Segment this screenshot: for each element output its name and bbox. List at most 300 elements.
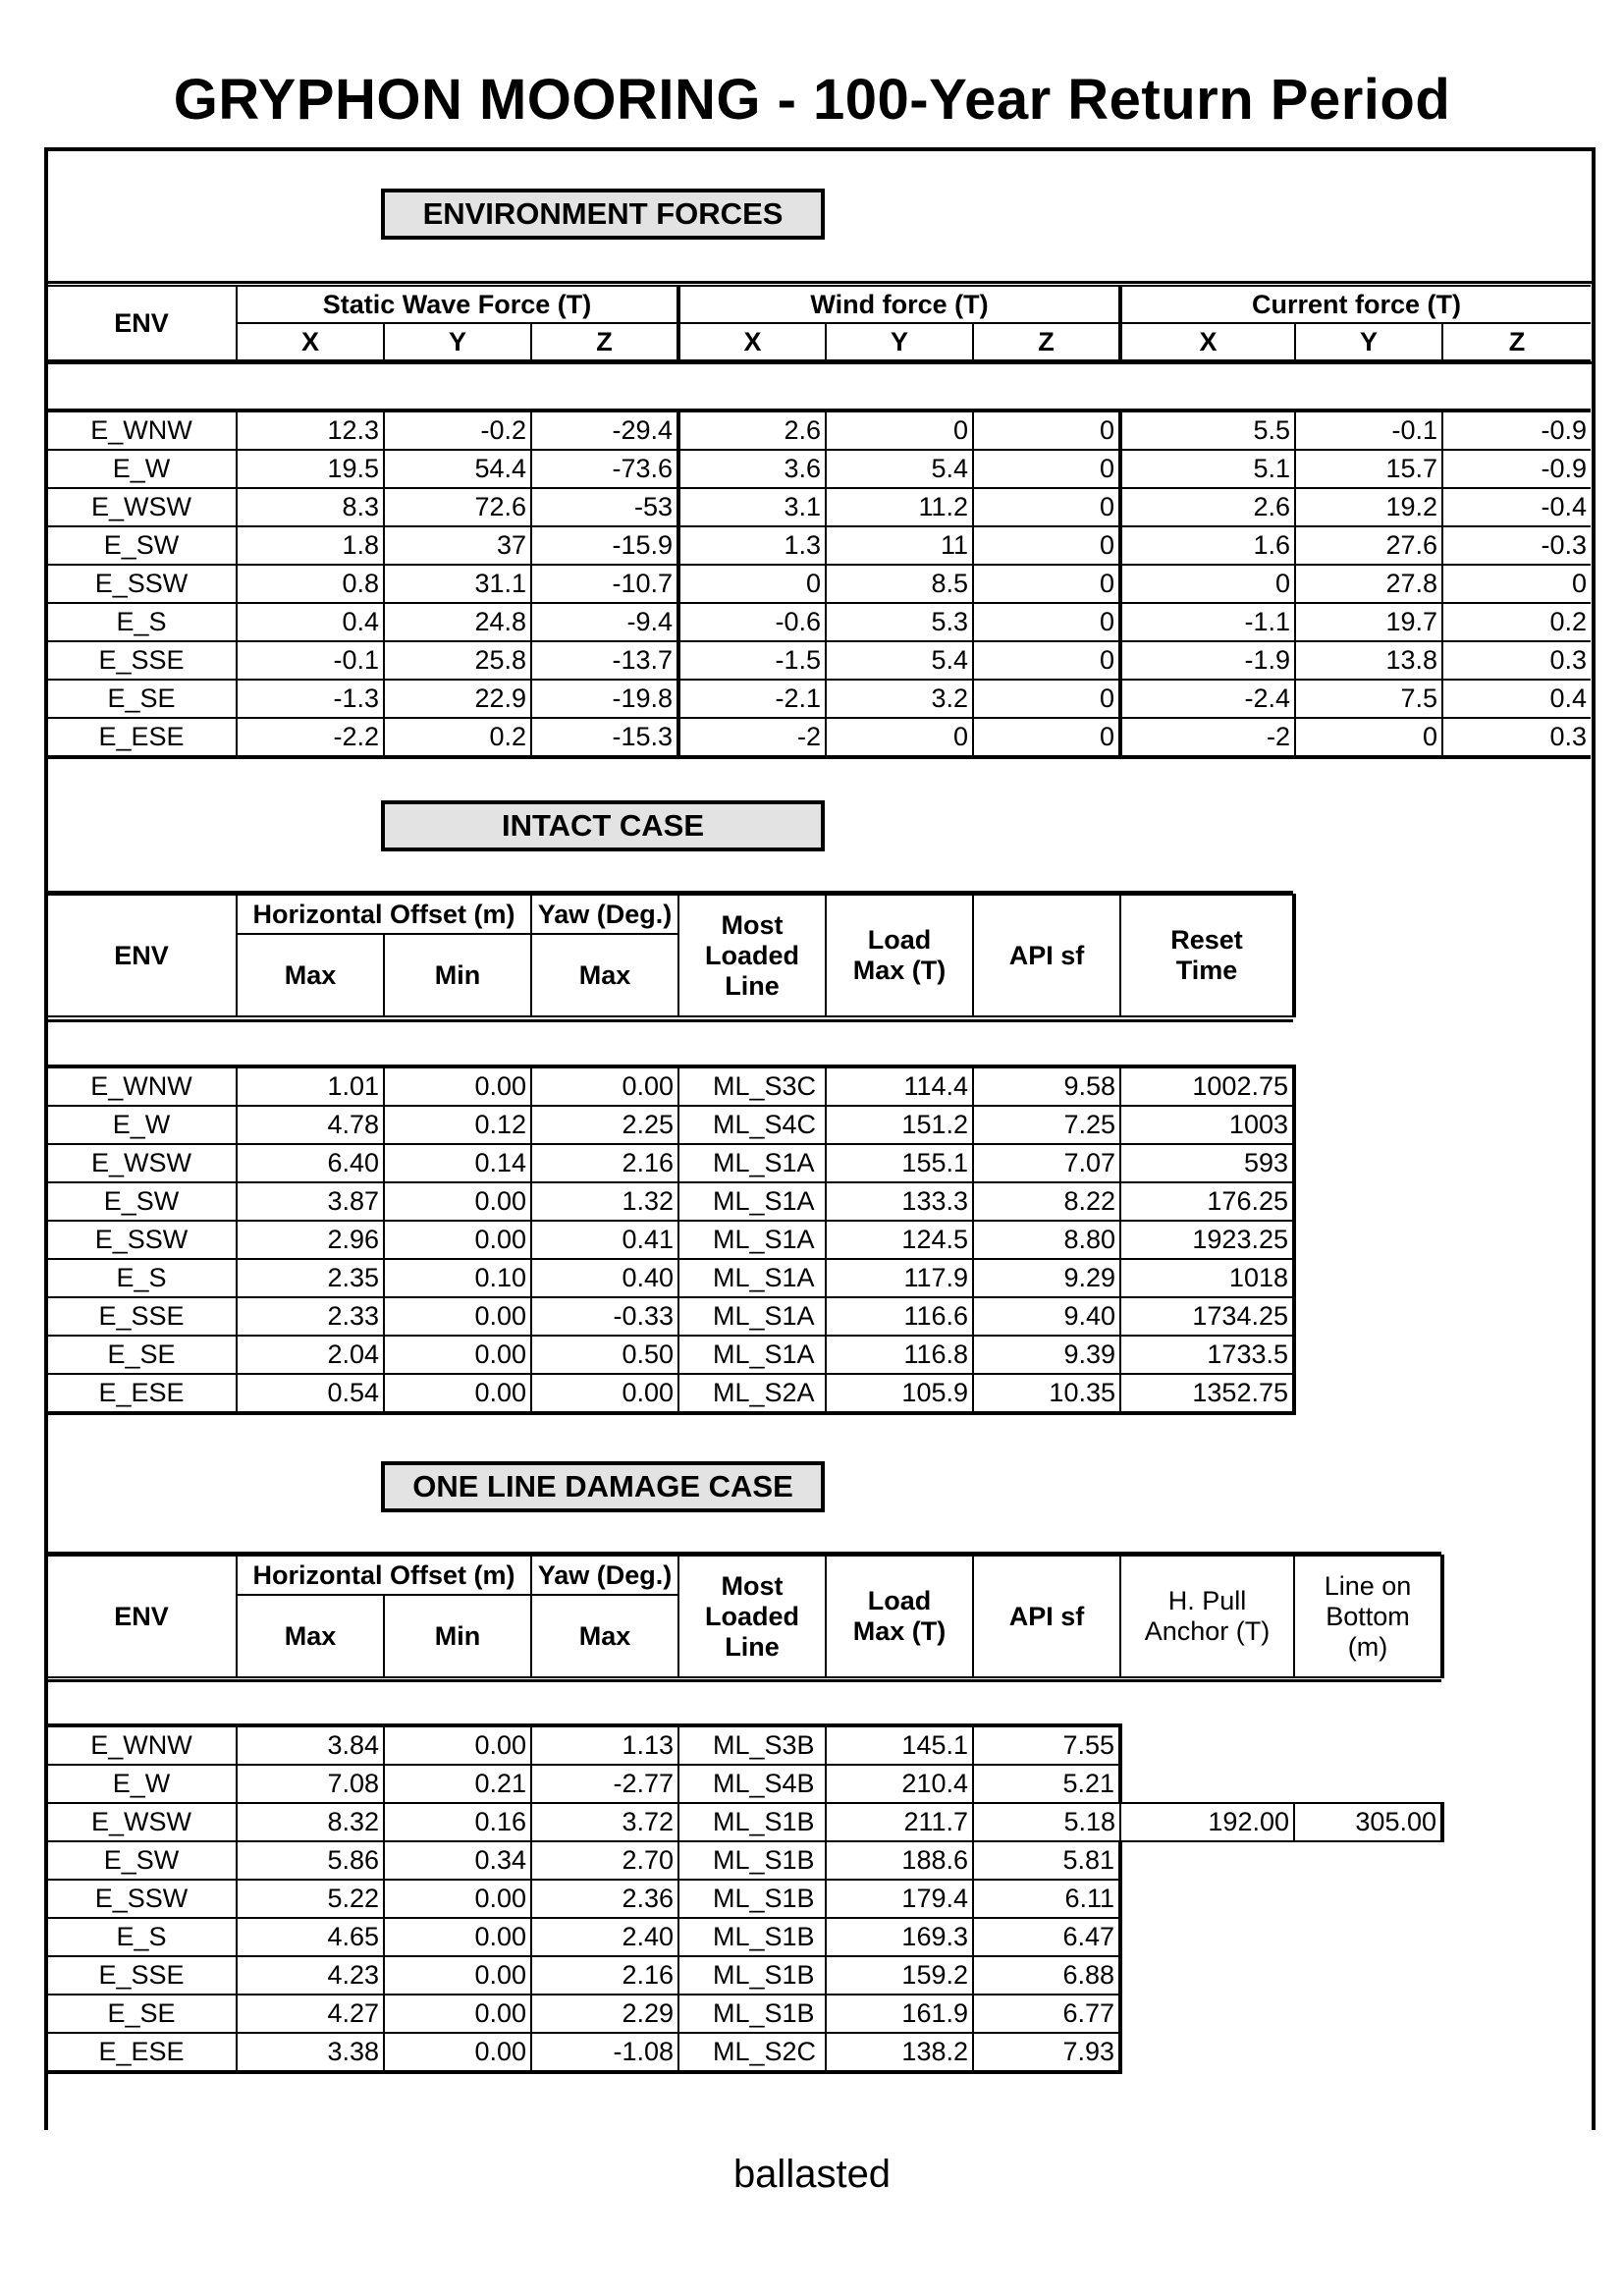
cell-value: 0.00 — [384, 1880, 531, 1918]
col-min: Min — [384, 934, 531, 1016]
cell-value: 22.9 — [384, 680, 531, 718]
cell-value: -29.4 — [531, 410, 678, 450]
cell-value: 27.6 — [1295, 526, 1442, 565]
cell-value: 19.7 — [1295, 603, 1442, 641]
cell-value: 31.1 — [384, 565, 531, 603]
section-label-intact: INTACT CASE — [381, 800, 825, 851]
empty-cell — [1294, 1765, 1442, 1803]
cell-value: 8.32 — [237, 1803, 384, 1841]
col-h-pull-anchor: H. Pull Anchor (T) — [1120, 1556, 1294, 1677]
cell-value: 1352.75 — [1120, 1374, 1294, 1413]
cell-value: 0.4 — [1442, 680, 1591, 718]
col-env: ENV — [47, 895, 237, 1016]
cell-value: 192.00 — [1120, 1803, 1294, 1841]
table-row — [47, 1144, 1294, 1182]
cell-value: -1.5 — [678, 641, 826, 680]
cell-value: -13.7 — [531, 641, 678, 680]
cell-value: 7.5 — [1295, 680, 1442, 718]
cell-value: 0.10 — [384, 1259, 531, 1297]
row-label: E_SSE — [47, 1956, 237, 1995]
divider — [44, 281, 1592, 284]
cell-value: 2.40 — [531, 1918, 678, 1956]
empty-cell — [1120, 1918, 1294, 1956]
cell-value: 124.5 — [826, 1221, 973, 1259]
cell-value: 4.23 — [237, 1956, 384, 1995]
cell-value: -53 — [531, 488, 678, 526]
cell-value: 133.3 — [826, 1182, 973, 1221]
cell-value: 3.2 — [826, 680, 973, 718]
cell-value: 7.93 — [973, 2033, 1120, 2072]
row-label: E_WSW — [47, 488, 237, 526]
cell-value: -2.1 — [678, 680, 826, 718]
cell-value: 25.8 — [384, 641, 531, 680]
cell-value: 0 — [973, 488, 1120, 526]
cell-value: 24.8 — [384, 603, 531, 641]
cell-value: 19.5 — [237, 450, 384, 488]
cell-value: -15.3 — [531, 718, 678, 757]
cell-value: ML_S4B — [678, 1765, 826, 1803]
row-label: E_ESE — [47, 2033, 237, 2072]
row-label: E_SW — [47, 1841, 237, 1880]
cell-value: 0 — [973, 641, 1120, 680]
damage-data-table — [47, 1723, 1444, 2074]
cell-value: 2.29 — [531, 1995, 678, 2033]
col-most-loaded-line: Most Loaded Line — [678, 1556, 826, 1677]
col-x: X — [1120, 323, 1295, 360]
col-max: Max — [237, 934, 384, 1016]
cell-value: ML_S3B — [678, 1725, 826, 1765]
cell-value: 0.2 — [384, 718, 531, 757]
col-x: X — [237, 323, 384, 360]
col-horizontal-offset: Horizontal Offset (m) — [237, 1556, 531, 1595]
environment-data-table — [47, 409, 1591, 759]
empty-cell — [1294, 1841, 1442, 1880]
cell-value: 105.9 — [826, 1374, 973, 1413]
cell-value: 1733.5 — [1120, 1336, 1294, 1374]
cell-value: 9.29 — [973, 1259, 1120, 1297]
cell-value: 0.54 — [237, 1374, 384, 1413]
table-row — [47, 565, 1591, 603]
empty-cell — [1120, 2033, 1294, 2072]
cell-value: 10.35 — [973, 1374, 1120, 1413]
col-y: Y — [1295, 323, 1442, 360]
cell-value: 0.00 — [384, 1182, 531, 1221]
cell-value: 1002.75 — [1120, 1066, 1294, 1106]
cell-value: 0.00 — [531, 1066, 678, 1106]
cell-value: 117.9 — [826, 1259, 973, 1297]
intact-header-table — [47, 894, 1296, 1017]
cell-value: 4.78 — [237, 1106, 384, 1144]
empty-cell — [1120, 1880, 1294, 1918]
cell-value: 11 — [826, 526, 973, 565]
row-label: E_WNW — [47, 410, 237, 450]
cell-value: 0.16 — [384, 1803, 531, 1841]
empty-cell — [1120, 1841, 1294, 1880]
col-z: Z — [531, 323, 678, 360]
cell-value: 0.4 — [237, 603, 384, 641]
cell-value: 0 — [973, 718, 1120, 757]
cell-value: 1734.25 — [1120, 1297, 1294, 1336]
empty-cell — [1294, 2033, 1442, 2072]
col-x: X — [678, 323, 826, 360]
empty-cell — [1294, 1725, 1442, 1765]
cell-value: -0.1 — [1295, 410, 1442, 450]
cell-value: 155.1 — [826, 1144, 973, 1182]
cell-value: 27.8 — [1295, 565, 1442, 603]
cell-value: -2 — [678, 718, 826, 757]
cell-value: 0 — [973, 450, 1120, 488]
table-row — [47, 1221, 1294, 1259]
cell-value: -1.08 — [531, 2033, 678, 2072]
cell-value: 9.39 — [973, 1336, 1120, 1374]
cell-value: 145.1 — [826, 1725, 973, 1765]
cell-value: 0 — [1295, 718, 1442, 757]
cell-value: 2.04 — [237, 1336, 384, 1374]
cell-value: ML_S1A — [678, 1144, 826, 1182]
cell-value: 54.4 — [384, 450, 531, 488]
col-yaw: Yaw (Deg.) — [531, 1556, 678, 1595]
cell-value: 3.72 — [531, 1803, 678, 1841]
cell-value: 0.00 — [384, 2033, 531, 2072]
page-title: GRYPHON MOORING - 100-Year Return Period — [173, 68, 1451, 132]
col-yaw: Yaw (Deg.) — [531, 895, 678, 934]
cell-value: 12.3 — [237, 410, 384, 450]
cell-value: 0 — [973, 410, 1120, 450]
row-label: E_ESE — [47, 1374, 237, 1413]
cell-value: 0.41 — [531, 1221, 678, 1259]
intact-data-table — [47, 1065, 1296, 1415]
cell-value: 72.6 — [384, 488, 531, 526]
cell-value: 210.4 — [826, 1765, 973, 1803]
cell-value: -1.9 — [1120, 641, 1295, 680]
cell-value: -1.3 — [237, 680, 384, 718]
cell-value: -0.9 — [1442, 450, 1591, 488]
cell-value: 1.3 — [678, 526, 826, 565]
cell-value: 0 — [826, 718, 973, 757]
cell-value: 0 — [678, 565, 826, 603]
cell-value: ML_S1A — [678, 1336, 826, 1374]
cell-value: -2.2 — [237, 718, 384, 757]
cell-value: 2.36 — [531, 1880, 678, 1918]
col-load-max: Load Max (T) — [826, 1556, 973, 1677]
cell-value: ML_S1B — [678, 1956, 826, 1995]
empty-cell — [1120, 1995, 1294, 2033]
cell-value: 9.40 — [973, 1297, 1120, 1336]
cell-value: 0.00 — [531, 1374, 678, 1413]
cell-value: 5.21 — [973, 1765, 1120, 1803]
col-most-loaded-line: Most Loaded Line — [678, 895, 826, 1016]
cell-value: 0 — [973, 680, 1120, 718]
table-row — [47, 1066, 1294, 1106]
cell-value: -2 — [1120, 718, 1295, 757]
cell-value: 5.22 — [237, 1880, 384, 1918]
col-load-max: Load Max (T) — [826, 895, 973, 1016]
row-label: E_WNW — [47, 1725, 237, 1765]
cell-value: 0.00 — [384, 1374, 531, 1413]
cell-value: 6.11 — [973, 1880, 1120, 1918]
cell-value: 3.6 — [678, 450, 826, 488]
cell-value: 1.6 — [1120, 526, 1295, 565]
cell-value: 0 — [973, 565, 1120, 603]
cell-value: 1018 — [1120, 1259, 1294, 1297]
cell-value: ML_S1A — [678, 1221, 826, 1259]
table-row — [47, 526, 1591, 565]
row-label: E_SSE — [47, 1297, 237, 1336]
col-reset-time: Reset Time — [1120, 895, 1294, 1016]
table-row — [47, 1336, 1294, 1374]
cell-value: 176.25 — [1120, 1182, 1294, 1221]
cell-value: 8.3 — [237, 488, 384, 526]
cell-value: ML_S1A — [678, 1182, 826, 1221]
col-api-sf: API sf — [973, 1556, 1120, 1677]
cell-value: -10.7 — [531, 565, 678, 603]
cell-value: 0.00 — [384, 1995, 531, 2033]
col-env: ENV — [47, 1556, 237, 1677]
cell-value: 1.32 — [531, 1182, 678, 1221]
cell-value: 0.00 — [384, 1725, 531, 1765]
row-label: E_W — [47, 450, 237, 488]
table-row — [47, 680, 1591, 718]
cell-value: 2.25 — [531, 1106, 678, 1144]
cell-value: 0.00 — [384, 1221, 531, 1259]
col-wind: Wind force (T) — [678, 286, 1120, 323]
cell-value: 19.2 — [1295, 488, 1442, 526]
row-label: E_SSW — [47, 1880, 237, 1918]
cell-value: 8.22 — [973, 1182, 1120, 1221]
cell-value: 5.18 — [973, 1803, 1120, 1841]
cell-value: ML_S1B — [678, 1880, 826, 1918]
empty-cell — [1120, 1765, 1294, 1803]
table-row — [47, 1106, 1294, 1144]
row-label: E_SSW — [47, 565, 237, 603]
col-max: Max — [237, 1595, 384, 1677]
cell-value: -2.77 — [531, 1765, 678, 1803]
cell-value: 2.6 — [1120, 488, 1295, 526]
empty-cell — [1294, 1995, 1442, 2033]
table-row — [47, 1259, 1294, 1297]
cell-value: -0.6 — [678, 603, 826, 641]
table-row — [47, 1765, 1442, 1803]
row-label: E_SSE — [47, 641, 237, 680]
row-label: E_SE — [47, 1995, 237, 2033]
cell-value: -0.3 — [1442, 526, 1591, 565]
cell-value: 6.77 — [973, 1995, 1120, 2033]
empty-cell — [1294, 1880, 1442, 1918]
footer-note: ballasted — [732, 2153, 892, 2196]
table-row — [47, 603, 1591, 641]
cell-value: 1923.25 — [1120, 1221, 1294, 1259]
cell-value: ML_S1B — [678, 1803, 826, 1841]
cell-value: 2.70 — [531, 1841, 678, 1880]
cell-value: 1.01 — [237, 1066, 384, 1106]
cell-value: 3.1 — [678, 488, 826, 526]
section-label-environment: ENVIRONMENT FORCES — [381, 189, 825, 240]
cell-value: -15.9 — [531, 526, 678, 565]
empty-cell — [1294, 1956, 1442, 1995]
empty-cell — [1120, 1725, 1294, 1765]
cell-value: 3.38 — [237, 2033, 384, 2072]
cell-value: 4.27 — [237, 1995, 384, 2033]
cell-value: ML_S1B — [678, 1918, 826, 1956]
cell-value: 8.5 — [826, 565, 973, 603]
row-label: E_SW — [47, 526, 237, 565]
cell-value: 7.25 — [973, 1106, 1120, 1144]
row-label: E_SSW — [47, 1221, 237, 1259]
cell-value: 5.86 — [237, 1841, 384, 1880]
table-row — [47, 1880, 1442, 1918]
cell-value: ML_S1B — [678, 1995, 826, 2033]
cell-value: 159.2 — [826, 1956, 973, 1995]
cell-value: 161.9 — [826, 1995, 973, 2033]
row-label: E_WSW — [47, 1144, 237, 1182]
col-env: ENV — [47, 286, 237, 360]
cell-value: 11.2 — [826, 488, 973, 526]
cell-value: 1003 — [1120, 1106, 1294, 1144]
cell-value: 6.47 — [973, 1918, 1120, 1956]
table-row — [47, 1374, 1294, 1413]
table-row — [47, 410, 1591, 450]
empty-cell — [1120, 1956, 1294, 1995]
row-label: E_W — [47, 1765, 237, 1803]
divider — [44, 1019, 1293, 1022]
cell-value: -0.1 — [237, 641, 384, 680]
cell-value: ML_S2A — [678, 1374, 826, 1413]
cell-value: ML_S1A — [678, 1297, 826, 1336]
cell-value: 6.40 — [237, 1144, 384, 1182]
col-api-sf: API sf — [973, 895, 1120, 1016]
cell-value: 0.21 — [384, 1765, 531, 1803]
cell-value: 114.4 — [826, 1066, 973, 1106]
col-line-on-bottom: Line on Bottom (m) — [1294, 1556, 1442, 1677]
cell-value: ML_S2C — [678, 2033, 826, 2072]
divider — [44, 361, 1592, 364]
row-label: E_ESE — [47, 718, 237, 757]
cell-value: ML_S1A — [678, 1259, 826, 1297]
cell-value: -19.8 — [531, 680, 678, 718]
divider — [44, 1679, 1441, 1682]
cell-value: 138.2 — [826, 2033, 973, 2072]
cell-value: -0.2 — [384, 410, 531, 450]
cell-value: 5.81 — [973, 1841, 1120, 1880]
row-label: E_S — [47, 1918, 237, 1956]
cell-value: 0.00 — [384, 1336, 531, 1374]
col-wave: Static Wave Force (T) — [237, 286, 678, 323]
cell-value: -0.4 — [1442, 488, 1591, 526]
cell-value: 188.6 — [826, 1841, 973, 1880]
cell-value: 116.8 — [826, 1336, 973, 1374]
cell-value: 5.1 — [1120, 450, 1295, 488]
cell-value: 1.13 — [531, 1725, 678, 1765]
damage-header-table — [47, 1555, 1444, 1678]
cell-value: 179.4 — [826, 1880, 973, 1918]
table-row — [47, 1841, 1442, 1880]
cell-value: 305.00 — [1294, 1803, 1442, 1841]
cell-value: 0 — [973, 603, 1120, 641]
cell-value: 169.3 — [826, 1918, 973, 1956]
cell-value: 0.3 — [1442, 641, 1591, 680]
cell-value: 0.3 — [1442, 718, 1591, 757]
cell-value: -1.1 — [1120, 603, 1295, 641]
cell-value: -73.6 — [531, 450, 678, 488]
cell-value: 1.8 — [237, 526, 384, 565]
cell-value: 2.6 — [678, 410, 826, 450]
row-label: E_W — [47, 1106, 237, 1144]
cell-value: -0.33 — [531, 1297, 678, 1336]
row-label: E_SW — [47, 1182, 237, 1221]
col-z: Z — [1442, 323, 1591, 360]
cell-value: 3.87 — [237, 1182, 384, 1221]
cell-value: 15.7 — [1295, 450, 1442, 488]
cell-value: 0.00 — [384, 1956, 531, 1995]
table-row — [47, 1803, 1442, 1841]
empty-cell — [1294, 1918, 1442, 1956]
cell-value: 211.7 — [826, 1803, 973, 1841]
cell-value: 0.34 — [384, 1841, 531, 1880]
col-horizontal-offset: Horizontal Offset (m) — [237, 895, 531, 934]
cell-value: 0.00 — [384, 1297, 531, 1336]
row-label: E_WNW — [47, 1066, 237, 1106]
cell-value: 0.12 — [384, 1106, 531, 1144]
cell-value: ML_S1B — [678, 1841, 826, 1880]
cell-value: 0 — [1120, 565, 1295, 603]
cell-value: 151.2 — [826, 1106, 973, 1144]
cell-value: 2.35 — [237, 1259, 384, 1297]
cell-value: 593 — [1120, 1144, 1294, 1182]
cell-value: 6.88 — [973, 1956, 1120, 1995]
col-current: Current force (T) — [1120, 286, 1591, 323]
cell-value: 7.07 — [973, 1144, 1120, 1182]
table-row — [47, 488, 1591, 526]
table-row — [47, 2033, 1442, 2072]
cell-value: 0.50 — [531, 1336, 678, 1374]
cell-value: 5.4 — [826, 450, 973, 488]
table-row — [47, 1956, 1442, 1995]
col-y: Y — [384, 323, 531, 360]
cell-value: 5.5 — [1120, 410, 1295, 450]
cell-value: 13.8 — [1295, 641, 1442, 680]
cell-value: 2.16 — [531, 1144, 678, 1182]
cell-value: 0.00 — [384, 1918, 531, 1956]
cell-value: -0.9 — [1442, 410, 1591, 450]
cell-value: 116.6 — [826, 1297, 973, 1336]
col-max: Max — [531, 1595, 678, 1677]
col-z: Z — [973, 323, 1120, 360]
row-label: E_SE — [47, 680, 237, 718]
cell-value: ML_S4C — [678, 1106, 826, 1144]
cell-value: 0.40 — [531, 1259, 678, 1297]
cell-value: 3.84 — [237, 1725, 384, 1765]
cell-value: 2.33 — [237, 1297, 384, 1336]
col-min: Min — [384, 1595, 531, 1677]
cell-value: 0.14 — [384, 1144, 531, 1182]
cell-value: -9.4 — [531, 603, 678, 641]
cell-value: ML_S3C — [678, 1066, 826, 1106]
table-row — [47, 1725, 1442, 1765]
cell-value: 7.55 — [973, 1725, 1120, 1765]
table-row — [47, 450, 1591, 488]
cell-value: 0.8 — [237, 565, 384, 603]
row-label: E_S — [47, 1259, 237, 1297]
cell-value: 0 — [826, 410, 973, 450]
col-max: Max — [531, 934, 678, 1016]
row-label: E_S — [47, 603, 237, 641]
cell-value: 8.80 — [973, 1221, 1120, 1259]
cell-value: 2.96 — [237, 1221, 384, 1259]
cell-value: 7.08 — [237, 1765, 384, 1803]
cell-value: 0 — [1442, 565, 1591, 603]
cell-value: 4.65 — [237, 1918, 384, 1956]
cell-value: 0.00 — [384, 1066, 531, 1106]
